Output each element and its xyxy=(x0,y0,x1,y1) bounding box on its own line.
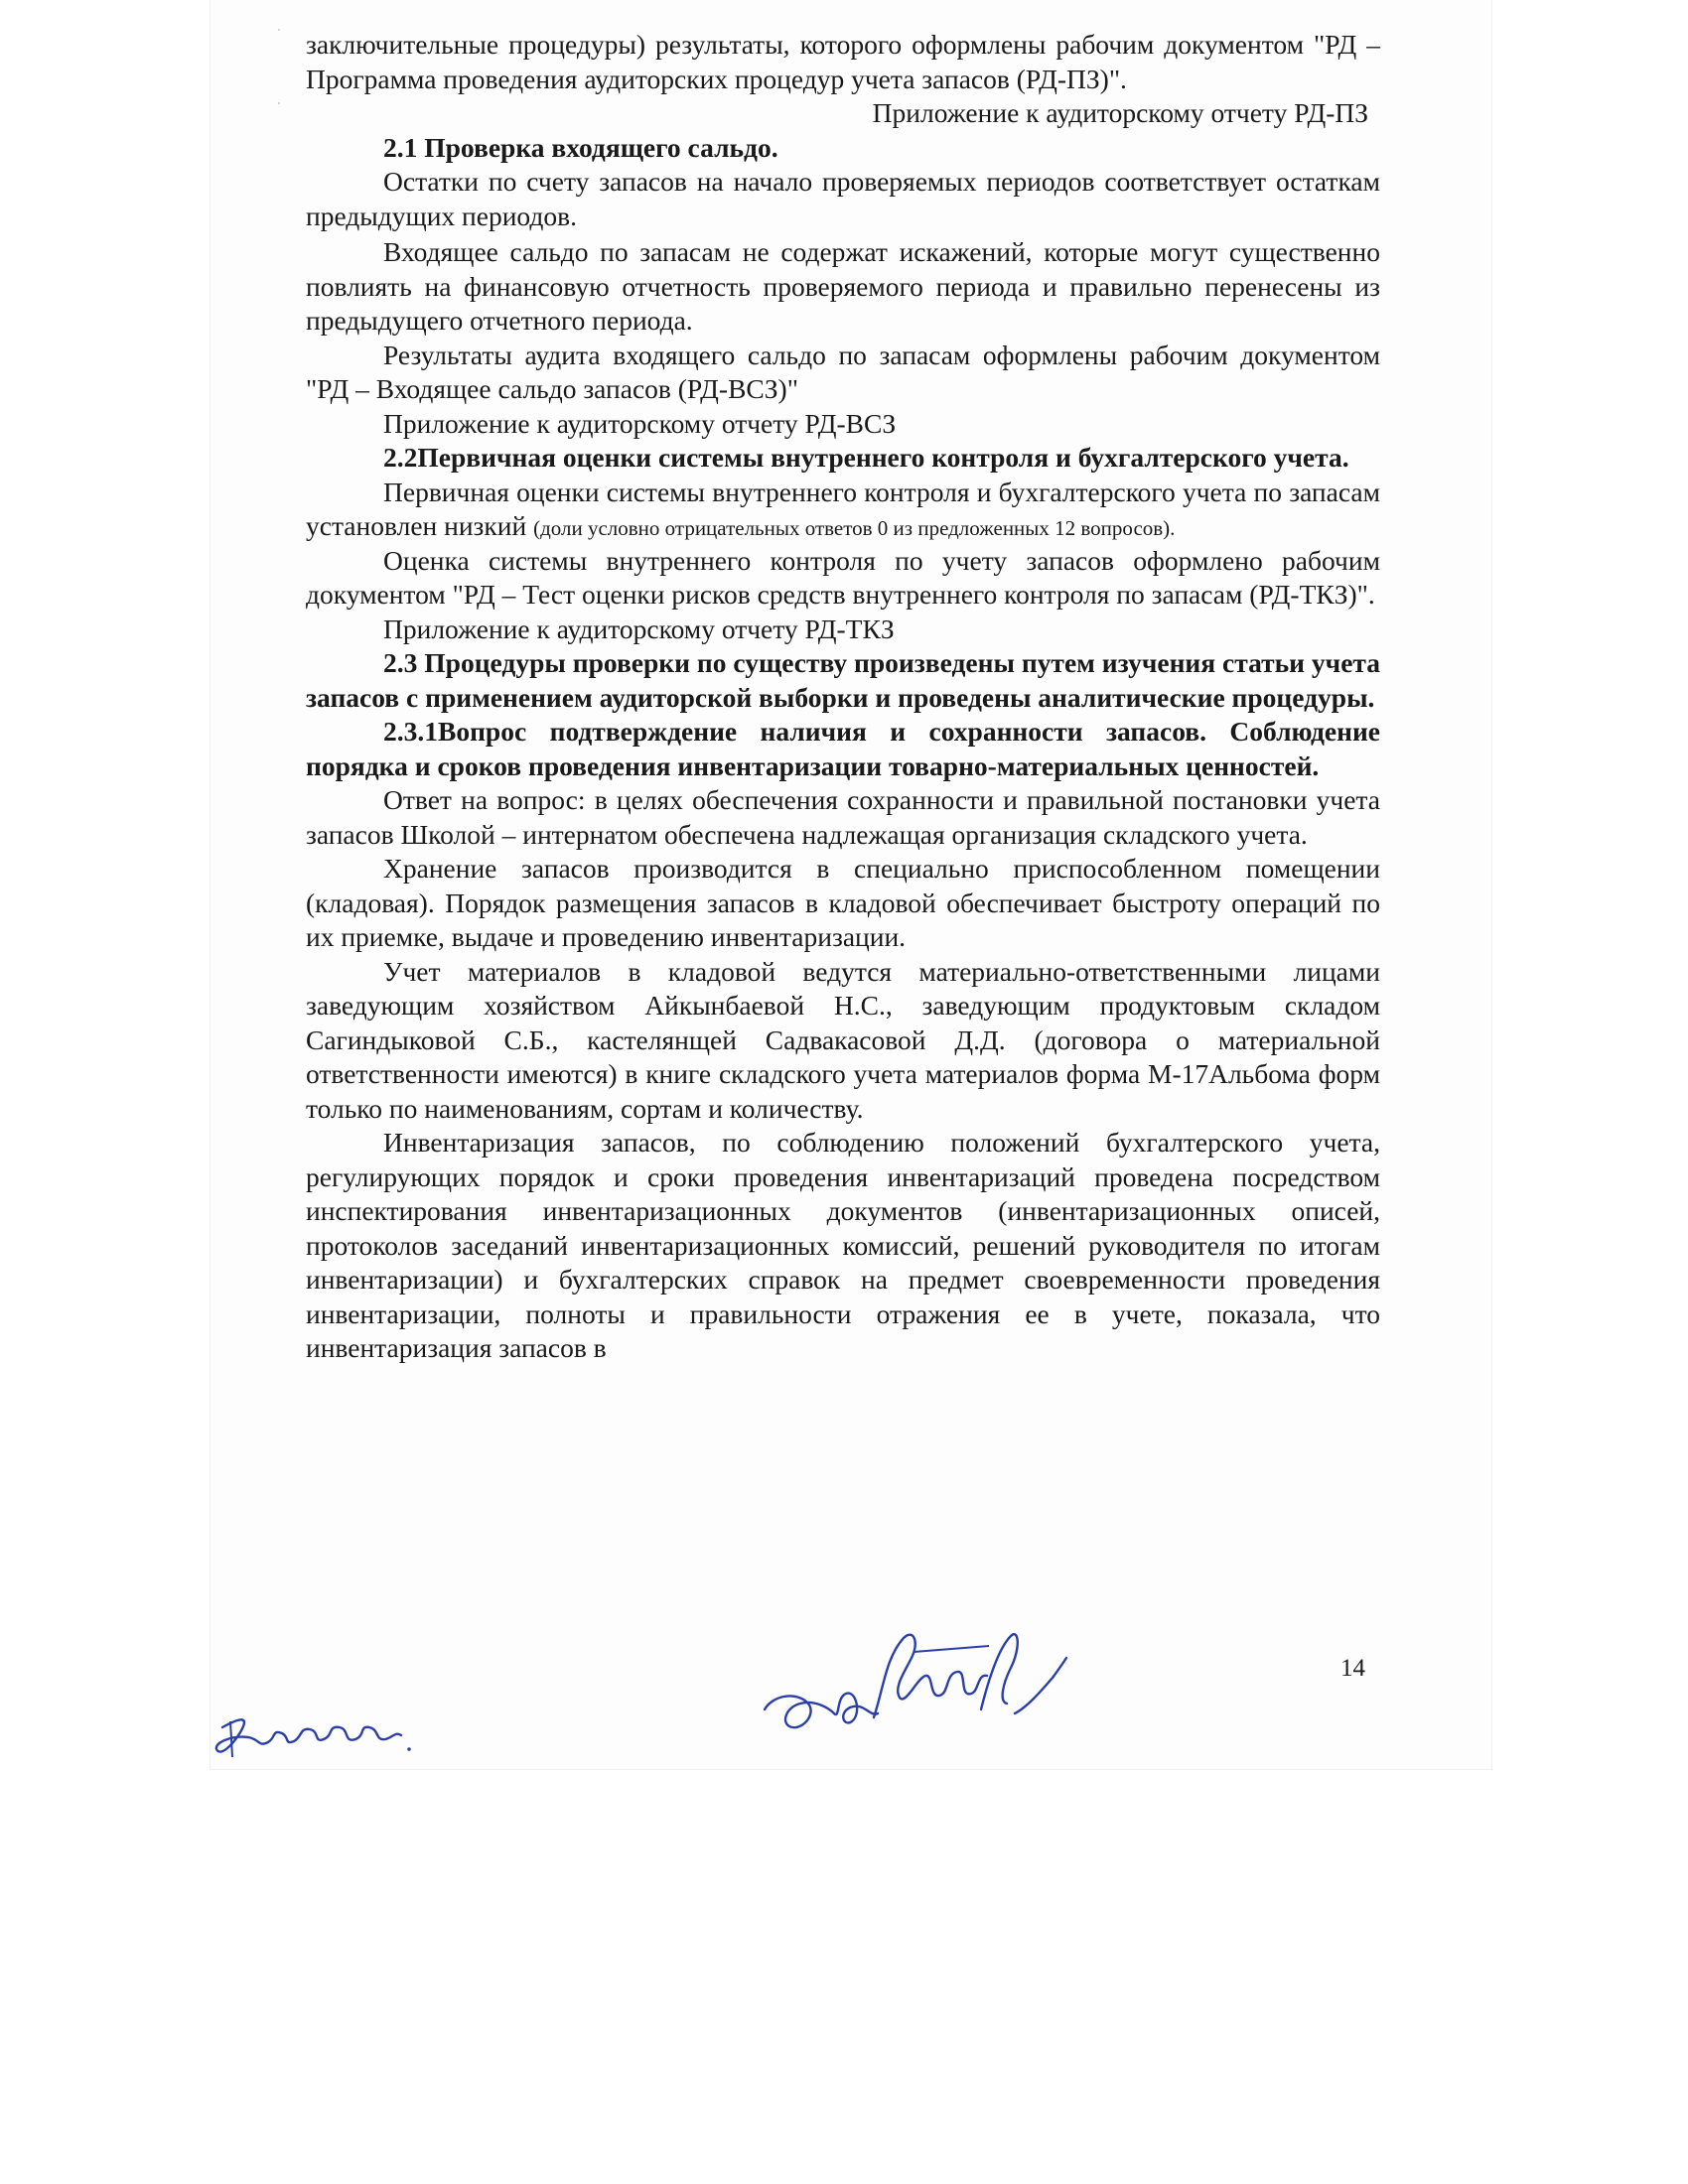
appendix-note-vsz: Приложение к аудиторскому отчету РД-ВСЗ xyxy=(383,407,897,439)
appendix-note-tkz: Приложение к аудиторскому отчету РД-ТКЗ xyxy=(383,613,895,644)
paragraph-2-1-c: Результаты аудита входящего сальдо по запасам оформлены рабочим документом "РД – Входящее сальдо запасов (РД-ВСЗ)" xyxy=(306,339,1380,404)
section-heading-2-2: 2.2Первичная оценки системы внутреннего контроля и бухгалтерского учета. xyxy=(383,442,1349,473)
signature-left xyxy=(211,1688,429,1777)
page-number: 14 xyxy=(1340,1655,1365,1682)
paragraph-2-1-b: Входящее сальдо по запасам не содержат искажений, которые могут существенно повлиять на финансовую отчетность проверяемого периода и правильно перенесены из предыдущего отчетного периода. xyxy=(306,236,1380,336)
signature-center xyxy=(755,1618,1072,1757)
paragraph-intro: заключительные процедуры) результаты, которого оформлены рабочим документом "РД – Программа проведения аудиторских процедур учета запасов (РД-ПЗ)". xyxy=(306,29,1380,94)
paragraph-2-3-1-b: Хранение запасов производится в специально приспособленном помещении (кладовая). Порядок размещения запасов в кладовой обеспечивает быстроту операций по их приемке, выдаче и проведению инвентаризации. xyxy=(306,853,1380,952)
paragraph-2-3-1-c: Учет материалов в кладовой ведутся материально-ответственными лицами заведующим хозяйством Айкынбаевой Н.С., заведующим продуктовым складом Сагиндыковой С.Б., кастелянщей Садвакасовой Д.Д. (договора о материальной ответственности имеются) в книге складского учета материалов форма М-17Альбома форм только по наименованиям, сортам и количеству. xyxy=(306,955,1380,1124)
document-body xyxy=(306,28,1380,1366)
section-heading-2-1: 2.1 Проверка входящего сальдо. xyxy=(383,131,778,163)
paragraph-2-3-1-d: Инвентаризация запасов, по соблюдению положений бухгалтерского учета, регулирующих порядок и сроки проведения инвентаризаций проведена посредством инспектирования инвентаризационных документов (инвентаризационных описей, протоколов заседаний инвентаризационных комиссий, решений руководителя по итогам инвентаризации) и бухгалтерских справок на предмет своевременности проведения инвентаризации, полноты и правильности отражения ее в учете, показала, что инвентаризация запасов в xyxy=(306,1127,1380,1363)
section-heading-2-3: 2.3 Процедуры проверки по существу произведены путем изучения статьи учета запасов с применением аудиторской выборки и проведены аналитические процедуры. xyxy=(306,647,1380,713)
paragraph-2-2-a-main: Первичная оценки системы внутреннего контроля и бухгалтерского учета по запасам установлен низкий xyxy=(306,476,1380,541)
paragraph-2-2-a-note: (доли условно отрицательных ответов 0 из предложенных 12 вопросов). xyxy=(533,516,1176,540)
paragraph-2-3-1-a: Ответ на вопрос: в целях обеспечения сохранности и правильной постановки учета запасов Школой – интернатом обеспечена надлежащая организация складского учета. xyxy=(306,784,1380,850)
paragraph-2-1-a: Остатки по счету запасов на начало проверяемых периодов соответствует остаткам предыдущих периодов. xyxy=(306,166,1380,231)
section-heading-2-3-1: 2.3.1Вопрос подтверждение наличия и сохранности запасов. Соблюдение порядка и сроков проведения инвентаризации товарно-материальных ценностей. xyxy=(306,716,1380,781)
scan-mark: · xyxy=(276,93,282,113)
paragraph-2-2-b: Оценка системы внутреннего контроля по учету запасов оформлено рабочим документом "РД – Тест оценки рисков средств внутреннего контроля по запасам (РД-ТКЗ)". xyxy=(306,544,1380,610)
paragraph-2-2-a xyxy=(306,476,1380,544)
appendix-note-pz: Приложение к аудиторскому отчету РД-ПЗ xyxy=(872,97,1368,128)
scan-mark: · xyxy=(276,20,282,40)
